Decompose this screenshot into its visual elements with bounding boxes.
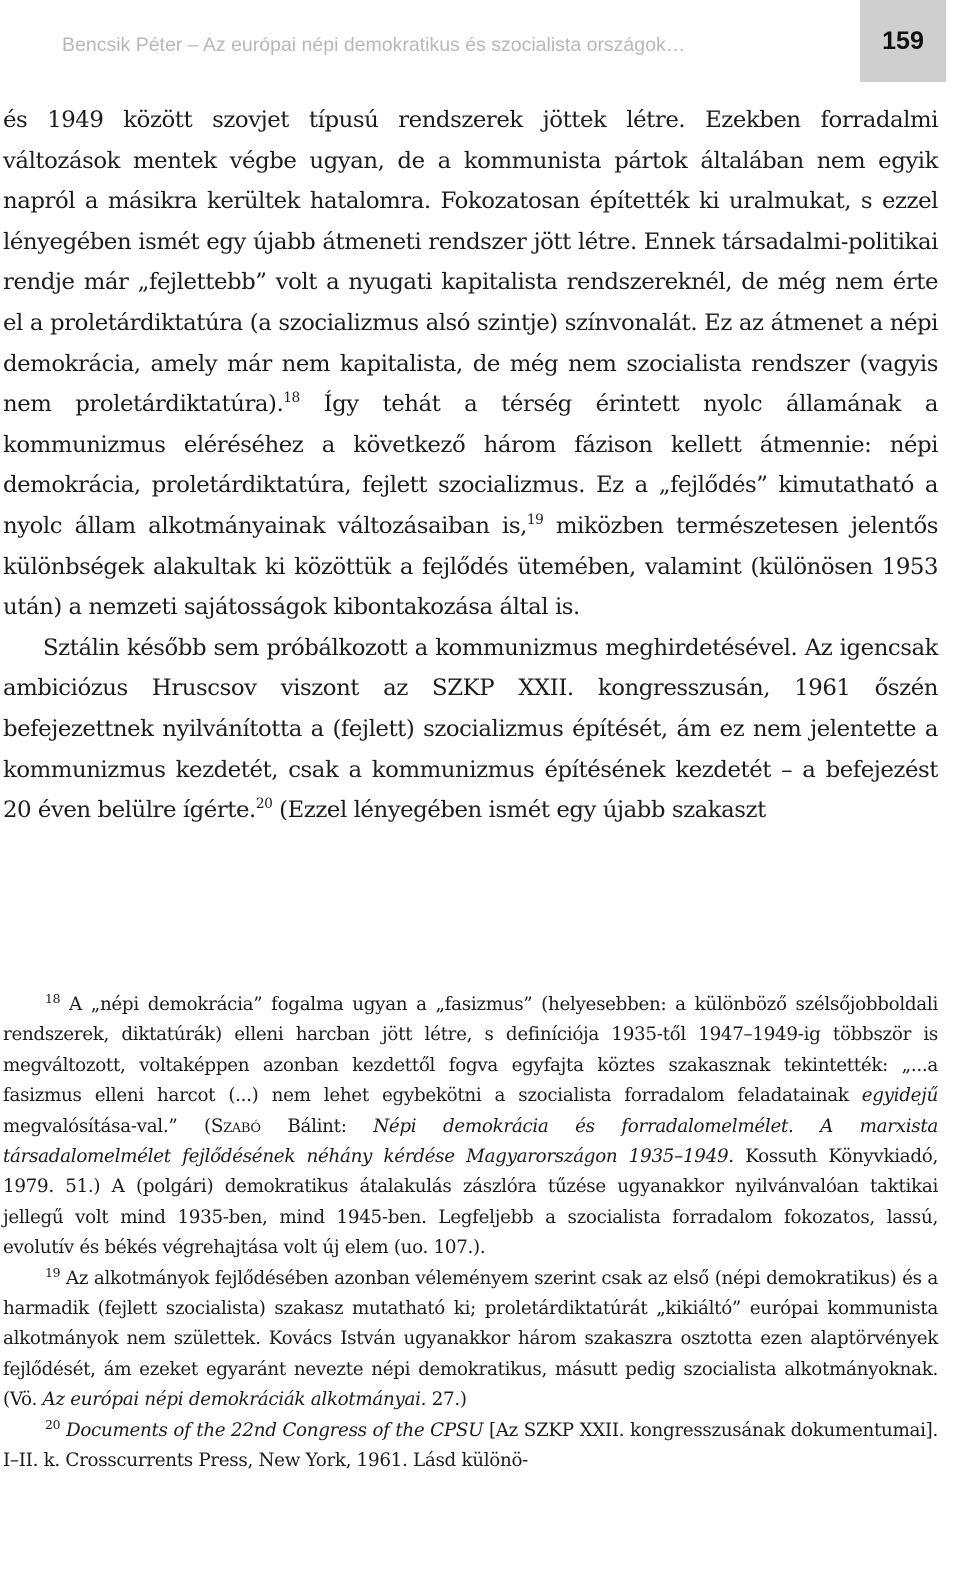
page-number: 159: [860, 0, 946, 82]
citation-title: Népi demokrácia és forradalomelmélet. A marxista társadalomelmélet fejlődésének néhány kérdése Magyarországon 1935–1949.: [3, 1115, 938, 1168]
footnote-ref-18[interactable]: 18: [283, 390, 300, 407]
footnote-ref-20[interactable]: 20: [255, 796, 273, 813]
main-text: [3, 100, 938, 831]
footnote-number: 20: [45, 1416, 61, 1432]
footnote-ref-19[interactable]: 19: [526, 512, 544, 529]
footnotes: [3, 990, 938, 1477]
author-name: Szabó: [210, 1115, 261, 1137]
paragraph: Sztálin később sem próbálkozott a kommunizmus meghirdetésével. Az igencsak ambiciózus Hruscsov viszont az SZKP XXII. kongresszusán, 1961 őszén befejezettnek nyilvánította a (fejlett) szocializmus építését, ám ez nem jelentette a kommunizmus kezdetét, csak a kommunizmus építésének kezdetét – a befejezést 20 éven belülre ígérte.$^{20}$ (Ezzel lényegében ismét egy újabb szakaszt: [3, 634, 938, 824]
running-title: Bencsik Péter – Az európai népi demokratikus és szocialista országok…: [62, 34, 686, 56]
paragraph: és 1949 között szovjet típusú rendszerek jöttek létre. Ezekben forradalmi változások mentek végbe ugyan, de a kommunista pártok általában nem egyik napról a másikra kerültek hatalomra. Fokozatosan építették ki uralmukat, s ezzel lényegében ismét egy újabb átmeneti rendszer jött létre. Ennek társadalmi-politikai rendje már „fejlettebb” volt a nyugati kapitalista rendszereknél, de még nem érte el a proletárdiktatúra (a szocializmus alsó szintje) színvonalát. Ez az átmenet a népi demokrácia, amely már nem kapitalista, de még nem szocialista rendszer (vagyis nem proletárdiktatúra).$^{18}$ Így tehát a térség érintett nyolc államának a kommunizmus eléréséhez a következő három fázison kellett átmennie: népi demokrácia, proletárdiktatúra, fejlett szocializmus. Ez a „fejlődés” kimutatható a nyolc állam alkotmányainak változásaiban is,$^{19}$ miközben természetesen jelentős különbségek alakultak ki közöttük a fejlődés ütemében, valamint (különösen 1953 után) a nemzeti sajátosságok kibontakozása által is.: [3, 107, 938, 621]
page-header: [0, 0, 960, 82]
citation-title: Az európai népi demokráciák alkotmányai.: [42, 1389, 427, 1411]
footnote-20: $^{20}$ Documents of the 22nd Congress of the CPSU [Az SZKP XXII. kongresszusának dokumentumai]. I–II. k. Crosscurrents Press, New York, 1961. Lásd különö-: [3, 1416, 939, 1472]
citation-title: Documents of the 22nd Congress of the CPSU: [65, 1419, 484, 1441]
footnote-19: $^{19}$ Az alkotmányok fejlődésében azonban véleményem szerint csak az első (népi demokratikus) és a harmadik (fejlett szocialista) szakasz mutatható ki; proletárdiktatúrát „kikiáltó” európai kommunista alkotmányok nem születtek. Kovács István ugyanakkor három szakaszra osztotta ezen alaptörvények fejlődését, ám ezeket egyaránt nevezte népi demokratikus, másutt pedig szocialista alkotmányoknak. (Vö. Az európai népi demokráciák alkotmányai. 27.): [3, 1264, 938, 1411]
footnote-18: $^{18}$ A „népi demokrácia” fogalma ugyan a „fasizmus” (helyesebben: a különböző szélsőjobboldali rendszerek, diktatúrák) elleni harcban jött létre, s definíciója 1935-től 1947–1949-ig többször is megváltozott, voltaképpen azonban kezdettől fogva egyfajta köztes szakasznak tekintették: „...a fasizmus elleni harcot (...) nem lehet egybekötni a szocialista forradalom feladatainak egyidejű megvalósítása-val.” (Szabó Bálint: Népi demokrácia és forradalomelmélet. A marxista társadalomelmélet fejlődésének néhány kérdése Magyarországon 1935–1949. Kossuth Könyvkiadó, 1979. 51.) A (polgári) demokratikus átalakulás zászlóra tűzése ugyanakkor nyilvánvalóan taktikai jellegű volt mind 1935-ben, mind 1945-ben. Legfeljebb a szocialista forradalom fokozatos, lassú, evolutív és békés végrehajtása volt új elem (uo. 107.).: [3, 991, 938, 1259]
footnote-number: 19: [45, 1264, 61, 1280]
footnote-number: 18: [45, 991, 61, 1007]
